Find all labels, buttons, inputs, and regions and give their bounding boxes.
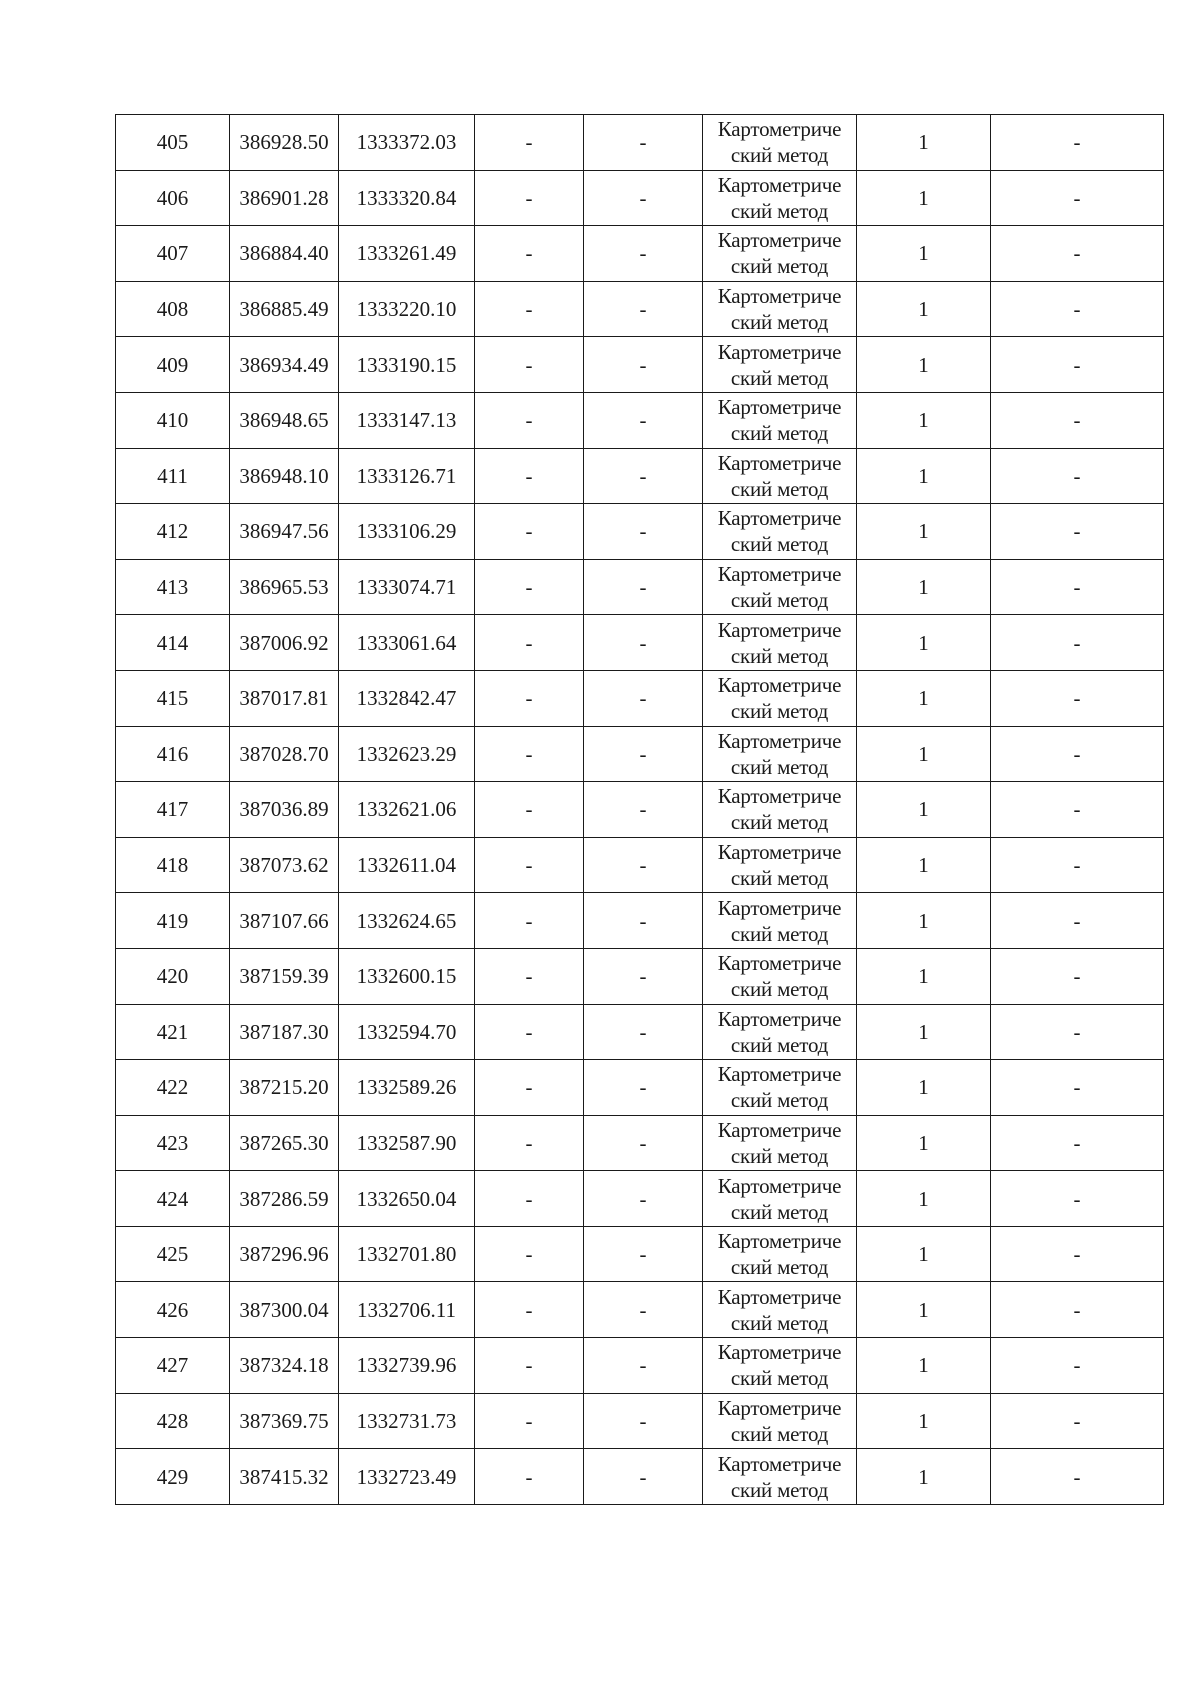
x-coordinate-cell: 386884.40	[230, 226, 339, 282]
accuracy-cell: 1	[857, 837, 991, 893]
x-coordinate-cell: 386965.53	[230, 559, 339, 615]
empty-dash-cell: -	[991, 1449, 1164, 1505]
x-coordinate-cell: 387296.96	[230, 1226, 339, 1282]
method-line: ский метод	[730, 1088, 829, 1113]
empty-dash-cell: -	[584, 726, 703, 782]
table-row	[116, 782, 1164, 838]
method-line: Картометриче	[717, 1340, 842, 1365]
table-row	[116, 504, 1164, 560]
empty-dash-cell: -	[475, 170, 584, 226]
point-number-cell: 425	[116, 1226, 230, 1282]
point-number-cell: 417	[116, 782, 230, 838]
empty-dash-cell: -	[991, 670, 1164, 726]
accuracy-cell: 1	[857, 504, 991, 560]
method-cell	[703, 115, 857, 171]
x-coordinate-cell: 386901.28	[230, 170, 339, 226]
method-cell	[703, 392, 857, 448]
empty-dash-cell: -	[475, 559, 584, 615]
method-line: Картометриче	[717, 840, 842, 865]
empty-dash-cell: -	[475, 1282, 584, 1338]
method-line: Картометриче	[717, 1062, 842, 1087]
x-coordinate-cell: 387028.70	[230, 726, 339, 782]
method-line: Картометриче	[717, 228, 842, 253]
accuracy-cell: 1	[857, 1282, 991, 1338]
accuracy-cell: 1	[857, 1115, 991, 1171]
empty-dash-cell: -	[991, 559, 1164, 615]
empty-dash-cell: -	[475, 1115, 584, 1171]
x-coordinate-cell: 386948.65	[230, 392, 339, 448]
empty-dash-cell: -	[584, 948, 703, 1004]
method-line: ский метод	[730, 143, 829, 168]
table-row	[116, 448, 1164, 504]
method-cell	[703, 504, 857, 560]
empty-dash-cell: -	[991, 337, 1164, 393]
method-cell	[703, 170, 857, 226]
point-number-cell: 407	[116, 226, 230, 282]
empty-dash-cell: -	[991, 948, 1164, 1004]
method-line: ский метод	[730, 977, 829, 1002]
table-row	[116, 1171, 1164, 1227]
method-line: Картометриче	[717, 395, 842, 420]
y-coordinate-cell: 1332589.26	[339, 1060, 475, 1116]
y-coordinate-cell: 1332650.04	[339, 1171, 475, 1227]
method-cell	[703, 448, 857, 504]
method-line: ский метод	[730, 754, 829, 779]
point-number-cell: 428	[116, 1393, 230, 1449]
empty-dash-cell: -	[991, 226, 1164, 282]
y-coordinate-cell: 1333372.03	[339, 115, 475, 171]
table-row	[116, 1060, 1164, 1116]
empty-dash-cell: -	[991, 1004, 1164, 1060]
empty-dash-cell: -	[584, 782, 703, 838]
point-number-cell: 426	[116, 1282, 230, 1338]
empty-dash-cell: -	[584, 1115, 703, 1171]
method-line: Картометриче	[717, 1006, 842, 1031]
x-coordinate-cell: 387107.66	[230, 893, 339, 949]
empty-dash-cell: -	[584, 504, 703, 560]
method-line: ский метод	[730, 310, 829, 335]
accuracy-cell: 1	[857, 948, 991, 1004]
accuracy-cell: 1	[857, 1226, 991, 1282]
table-row	[116, 837, 1164, 893]
x-coordinate-cell: 387265.30	[230, 1115, 339, 1171]
y-coordinate-cell: 1333220.10	[339, 281, 475, 337]
method-cell	[703, 281, 857, 337]
y-coordinate-cell: 1332621.06	[339, 782, 475, 838]
y-coordinate-cell: 1332587.90	[339, 1115, 475, 1171]
accuracy-cell: 1	[857, 615, 991, 671]
point-number-cell: 420	[116, 948, 230, 1004]
y-coordinate-cell: 1333320.84	[339, 170, 475, 226]
method-line: Картометриче	[717, 1395, 842, 1420]
x-coordinate-cell: 386885.49	[230, 281, 339, 337]
method-cell	[703, 1115, 857, 1171]
method-cell	[703, 337, 857, 393]
table-row	[116, 392, 1164, 448]
y-coordinate-cell: 1333147.13	[339, 392, 475, 448]
empty-dash-cell: -	[475, 1226, 584, 1282]
table-row	[116, 559, 1164, 615]
accuracy-cell: 1	[857, 1338, 991, 1394]
empty-dash-cell: -	[584, 1338, 703, 1394]
y-coordinate-cell: 1332623.29	[339, 726, 475, 782]
accuracy-cell: 1	[857, 782, 991, 838]
empty-dash-cell: -	[475, 1060, 584, 1116]
table-row	[116, 226, 1164, 282]
method-line: ский метод	[730, 532, 829, 557]
method-line: ский метод	[730, 699, 829, 724]
method-cell	[703, 1393, 857, 1449]
empty-dash-cell: -	[991, 281, 1164, 337]
x-coordinate-cell: 387415.32	[230, 1449, 339, 1505]
method-cell	[703, 1060, 857, 1116]
method-line: Картометриче	[717, 784, 842, 809]
method-cell	[703, 1449, 857, 1505]
empty-dash-cell: -	[584, 226, 703, 282]
empty-dash-cell: -	[991, 448, 1164, 504]
method-line: ский метод	[730, 643, 829, 668]
table-row	[116, 115, 1164, 171]
empty-dash-cell: -	[991, 170, 1164, 226]
table-row	[116, 615, 1164, 671]
table-row	[116, 726, 1164, 782]
empty-dash-cell: -	[991, 726, 1164, 782]
empty-dash-cell: -	[475, 1338, 584, 1394]
x-coordinate-cell: 387215.20	[230, 1060, 339, 1116]
point-number-cell: 405	[116, 115, 230, 171]
empty-dash-cell: -	[475, 782, 584, 838]
x-coordinate-cell: 387300.04	[230, 1282, 339, 1338]
accuracy-cell: 1	[857, 670, 991, 726]
empty-dash-cell: -	[475, 337, 584, 393]
y-coordinate-cell: 1332739.96	[339, 1338, 475, 1394]
table-row	[116, 1226, 1164, 1282]
method-line: ский метод	[730, 1310, 829, 1335]
y-coordinate-cell: 1333074.71	[339, 559, 475, 615]
method-line: ский метод	[730, 1199, 829, 1224]
point-number-cell: 421	[116, 1004, 230, 1060]
empty-dash-cell: -	[475, 1393, 584, 1449]
empty-dash-cell: -	[991, 115, 1164, 171]
method-line: Картометриче	[717, 617, 842, 642]
table-row	[116, 1338, 1164, 1394]
method-cell	[703, 226, 857, 282]
empty-dash-cell: -	[584, 115, 703, 171]
x-coordinate-cell: 387159.39	[230, 948, 339, 1004]
accuracy-cell: 1	[857, 392, 991, 448]
empty-dash-cell: -	[475, 448, 584, 504]
empty-dash-cell: -	[584, 337, 703, 393]
point-number-cell: 418	[116, 837, 230, 893]
point-number-cell: 408	[116, 281, 230, 337]
method-line: ский метод	[730, 810, 829, 835]
empty-dash-cell: -	[584, 559, 703, 615]
empty-dash-cell: -	[991, 782, 1164, 838]
method-line: ский метод	[730, 588, 829, 613]
point-number-cell: 416	[116, 726, 230, 782]
x-coordinate-cell: 386928.50	[230, 115, 339, 171]
empty-dash-cell: -	[991, 1282, 1164, 1338]
empty-dash-cell: -	[584, 448, 703, 504]
accuracy-cell: 1	[857, 1171, 991, 1227]
y-coordinate-cell: 1333126.71	[339, 448, 475, 504]
point-number-cell: 422	[116, 1060, 230, 1116]
x-coordinate-cell: 386947.56	[230, 504, 339, 560]
method-line: ский метод	[730, 198, 829, 223]
empty-dash-cell: -	[584, 1004, 703, 1060]
method-line: ский метод	[730, 365, 829, 390]
x-coordinate-cell: 386948.10	[230, 448, 339, 504]
empty-dash-cell: -	[584, 1060, 703, 1116]
method-line: ский метод	[730, 866, 829, 891]
empty-dash-cell: -	[991, 504, 1164, 560]
coordinates-table	[115, 114, 1164, 1505]
empty-dash-cell: -	[475, 726, 584, 782]
empty-dash-cell: -	[991, 1226, 1164, 1282]
table-row	[116, 1449, 1164, 1505]
method-line: Картометриче	[717, 339, 842, 364]
point-number-cell: 419	[116, 893, 230, 949]
empty-dash-cell: -	[991, 392, 1164, 448]
point-number-cell: 427	[116, 1338, 230, 1394]
y-coordinate-cell: 1333261.49	[339, 226, 475, 282]
empty-dash-cell: -	[584, 392, 703, 448]
accuracy-cell: 1	[857, 1393, 991, 1449]
method-cell	[703, 1171, 857, 1227]
y-coordinate-cell: 1332731.73	[339, 1393, 475, 1449]
accuracy-cell: 1	[857, 170, 991, 226]
method-line: Картометриче	[717, 506, 842, 531]
empty-dash-cell: -	[584, 1449, 703, 1505]
empty-dash-cell: -	[584, 670, 703, 726]
method-line: ский метод	[730, 1255, 829, 1280]
method-line: ский метод	[730, 1366, 829, 1391]
method-cell	[703, 1226, 857, 1282]
empty-dash-cell: -	[991, 615, 1164, 671]
method-line: Картометриче	[717, 673, 842, 698]
empty-dash-cell: -	[475, 1171, 584, 1227]
y-coordinate-cell: 1332624.65	[339, 893, 475, 949]
method-line: Картометриче	[717, 728, 842, 753]
empty-dash-cell: -	[584, 837, 703, 893]
accuracy-cell: 1	[857, 726, 991, 782]
accuracy-cell: 1	[857, 1004, 991, 1060]
method-cell	[703, 559, 857, 615]
accuracy-cell: 1	[857, 893, 991, 949]
table-row	[116, 1282, 1164, 1338]
method-line: Картометриче	[717, 895, 842, 920]
table-row	[116, 281, 1164, 337]
table-row	[116, 670, 1164, 726]
table-row	[116, 170, 1164, 226]
empty-dash-cell: -	[475, 1004, 584, 1060]
accuracy-cell: 1	[857, 115, 991, 171]
method-line: Картометриче	[717, 1117, 842, 1142]
method-line: ский метод	[730, 254, 829, 279]
y-coordinate-cell: 1332706.11	[339, 1282, 475, 1338]
point-number-cell: 410	[116, 392, 230, 448]
table-row	[116, 1004, 1164, 1060]
table-row	[116, 1393, 1164, 1449]
x-coordinate-cell: 387369.75	[230, 1393, 339, 1449]
method-line: Картометриче	[717, 1284, 842, 1309]
y-coordinate-cell: 1333190.15	[339, 337, 475, 393]
method-line: Картометриче	[717, 1173, 842, 1198]
method-line: Картометриче	[717, 562, 842, 587]
empty-dash-cell: -	[991, 1115, 1164, 1171]
accuracy-cell: 1	[857, 1449, 991, 1505]
method-line: ский метод	[730, 421, 829, 446]
table-row	[116, 948, 1164, 1004]
method-line: ский метод	[730, 921, 829, 946]
method-line: ский метод	[730, 1143, 829, 1168]
point-number-cell: 415	[116, 670, 230, 726]
x-coordinate-cell: 387036.89	[230, 782, 339, 838]
empty-dash-cell: -	[991, 1393, 1164, 1449]
empty-dash-cell: -	[475, 893, 584, 949]
empty-dash-cell: -	[584, 1393, 703, 1449]
method-cell	[703, 837, 857, 893]
empty-dash-cell: -	[991, 1060, 1164, 1116]
method-cell	[703, 1338, 857, 1394]
method-cell	[703, 615, 857, 671]
x-coordinate-cell: 387006.92	[230, 615, 339, 671]
y-coordinate-cell: 1333106.29	[339, 504, 475, 560]
point-number-cell: 412	[116, 504, 230, 560]
method-cell	[703, 670, 857, 726]
empty-dash-cell: -	[584, 1282, 703, 1338]
table-row	[116, 1115, 1164, 1171]
y-coordinate-cell: 1332600.15	[339, 948, 475, 1004]
x-coordinate-cell: 387187.30	[230, 1004, 339, 1060]
empty-dash-cell: -	[991, 893, 1164, 949]
empty-dash-cell: -	[991, 1171, 1164, 1227]
y-coordinate-cell: 1332723.49	[339, 1449, 475, 1505]
point-number-cell: 414	[116, 615, 230, 671]
point-number-cell: 413	[116, 559, 230, 615]
empty-dash-cell: -	[584, 893, 703, 949]
method-line: ский метод	[730, 1477, 829, 1502]
empty-dash-cell: -	[475, 670, 584, 726]
accuracy-cell: 1	[857, 281, 991, 337]
table-body	[116, 115, 1164, 1505]
accuracy-cell: 1	[857, 448, 991, 504]
y-coordinate-cell: 1333061.64	[339, 615, 475, 671]
empty-dash-cell: -	[584, 1171, 703, 1227]
empty-dash-cell: -	[584, 615, 703, 671]
y-coordinate-cell: 1332701.80	[339, 1226, 475, 1282]
method-line: ский метод	[730, 1421, 829, 1446]
empty-dash-cell: -	[584, 1226, 703, 1282]
point-number-cell: 409	[116, 337, 230, 393]
point-number-cell: 423	[116, 1115, 230, 1171]
x-coordinate-cell: 387324.18	[230, 1338, 339, 1394]
empty-dash-cell: -	[475, 115, 584, 171]
accuracy-cell: 1	[857, 337, 991, 393]
method-line: Картометриче	[717, 951, 842, 976]
method-line: Картометриче	[717, 1229, 842, 1254]
method-cell	[703, 893, 857, 949]
accuracy-cell: 1	[857, 559, 991, 615]
method-cell	[703, 1282, 857, 1338]
empty-dash-cell: -	[584, 170, 703, 226]
x-coordinate-cell: 387017.81	[230, 670, 339, 726]
empty-dash-cell: -	[475, 281, 584, 337]
point-number-cell: 411	[116, 448, 230, 504]
empty-dash-cell: -	[475, 226, 584, 282]
x-coordinate-cell: 387286.59	[230, 1171, 339, 1227]
method-cell	[703, 782, 857, 838]
x-coordinate-cell: 386934.49	[230, 337, 339, 393]
y-coordinate-cell: 1332611.04	[339, 837, 475, 893]
method-cell	[703, 1004, 857, 1060]
method-line: ский метод	[730, 476, 829, 501]
empty-dash-cell: -	[991, 837, 1164, 893]
table-row	[116, 337, 1164, 393]
empty-dash-cell: -	[475, 392, 584, 448]
empty-dash-cell: -	[475, 615, 584, 671]
y-coordinate-cell: 1332594.70	[339, 1004, 475, 1060]
empty-dash-cell: -	[475, 948, 584, 1004]
x-coordinate-cell: 387073.62	[230, 837, 339, 893]
method-line: Картометриче	[717, 450, 842, 475]
method-line: Картометриче	[717, 284, 842, 309]
table-row	[116, 893, 1164, 949]
point-number-cell: 429	[116, 1449, 230, 1505]
accuracy-cell: 1	[857, 226, 991, 282]
empty-dash-cell: -	[584, 281, 703, 337]
method-line: ский метод	[730, 1032, 829, 1057]
method-line: Картометриче	[717, 117, 842, 142]
accuracy-cell: 1	[857, 1060, 991, 1116]
method-line: Картометриче	[717, 172, 842, 197]
point-number-cell: 406	[116, 170, 230, 226]
point-number-cell: 424	[116, 1171, 230, 1227]
empty-dash-cell: -	[991, 1338, 1164, 1394]
method-line: Картометриче	[717, 1451, 842, 1476]
empty-dash-cell: -	[475, 504, 584, 560]
empty-dash-cell: -	[475, 1449, 584, 1505]
y-coordinate-cell: 1332842.47	[339, 670, 475, 726]
empty-dash-cell: -	[475, 837, 584, 893]
method-cell	[703, 948, 857, 1004]
method-cell	[703, 726, 857, 782]
